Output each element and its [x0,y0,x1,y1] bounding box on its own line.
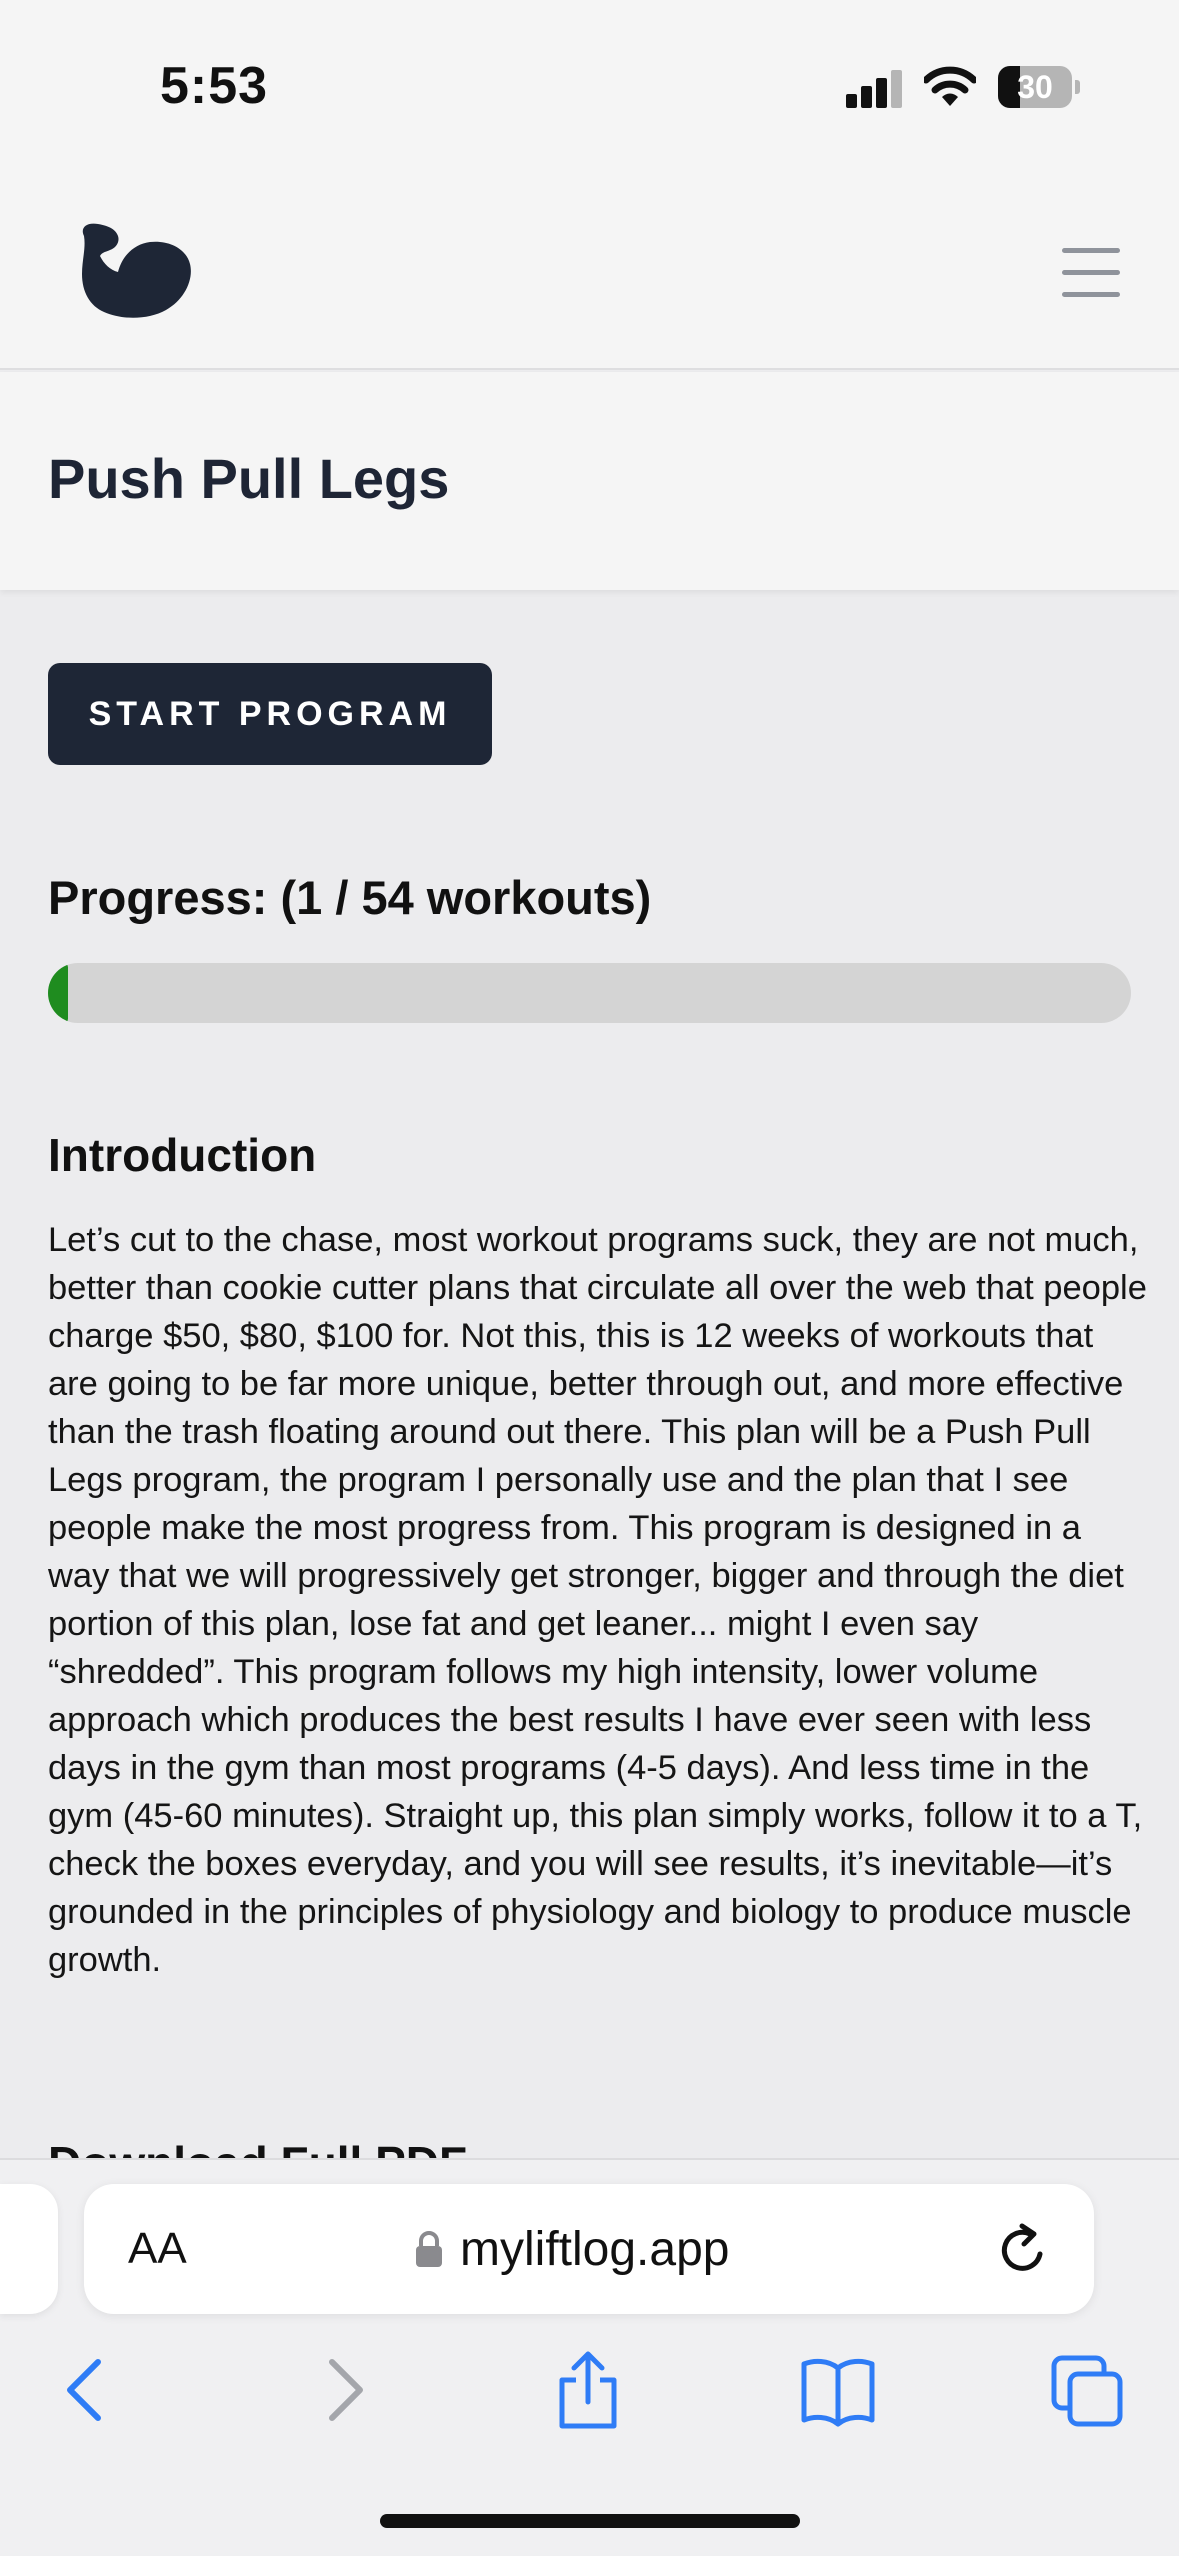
start-program-button[interactable]: START PROGRAM [48,663,492,765]
home-indicator [380,2514,800,2528]
reload-icon[interactable] [996,2220,1052,2278]
address-bar[interactable] [84,2184,1094,2314]
page-title: Push Pull Legs [48,447,450,510]
lock-icon [414,2230,444,2268]
status-bar [0,0,1179,170]
url-display[interactable] [414,2214,729,2284]
bookmarks-icon[interactable] [798,2350,878,2430]
progress-bar-fill [48,963,68,1023]
flexed-bicep-icon[interactable] [76,222,194,322]
hamburger-menu-icon[interactable] [1062,248,1120,298]
progress-label: Progress: (1 / 54 workouts) [48,871,652,924]
previous-tab-edge[interactable] [0,2184,58,2314]
cellular-signal-icon [846,70,902,108]
url-text: myliftlog.app [460,2222,730,2276]
back-icon[interactable] [48,2350,128,2430]
reader-mode-label: AA [128,2224,187,2273]
share-icon[interactable] [548,2350,628,2430]
battery-level: 30 [1017,69,1053,105]
title-band [0,372,1179,590]
app-header [0,170,1179,370]
progress-bar [48,963,1131,1023]
battery-icon [998,66,1080,108]
reader-mode-button[interactable] [128,2220,187,2278]
introduction-heading: Introduction [48,1129,317,1181]
forward-icon[interactable] [302,2350,382,2430]
introduction-text: Let’s cut to the chase, most workout programs suck, they are not much, better than cookie cutter plans that circulate all over the web that people charge $50, $80, $100 for. Not this, this is 12 weeks of workouts that are going to be far more unique, better through out, and more effective than the trash floating around out there. This plan will be a Push Pull Legs program, the program I personally use and the plan that I see people make the most progress from. This program is designed in a way that we will progressively get stronger, bigger and through the diet portion of this plan, lose fat and get leaner... might I even say “shredded”. This program follows my high intensity, lower volume approach which produces the best results I have ever seen with less days in the gym than most programs (4-5 days). And less time in the gym (45-60 minutes). Straight up, this plan simply works, follow it to a T, check the boxes everyday, and you will see results, it’s inevitable—it’s grounded in the principles of physiology and biology to produce muscle growth. [48,1221,1147,1979]
status-time: 5:53 [160,57,269,115]
wifi-icon [924,64,976,108]
tabs-icon[interactable] [1048,2350,1128,2430]
